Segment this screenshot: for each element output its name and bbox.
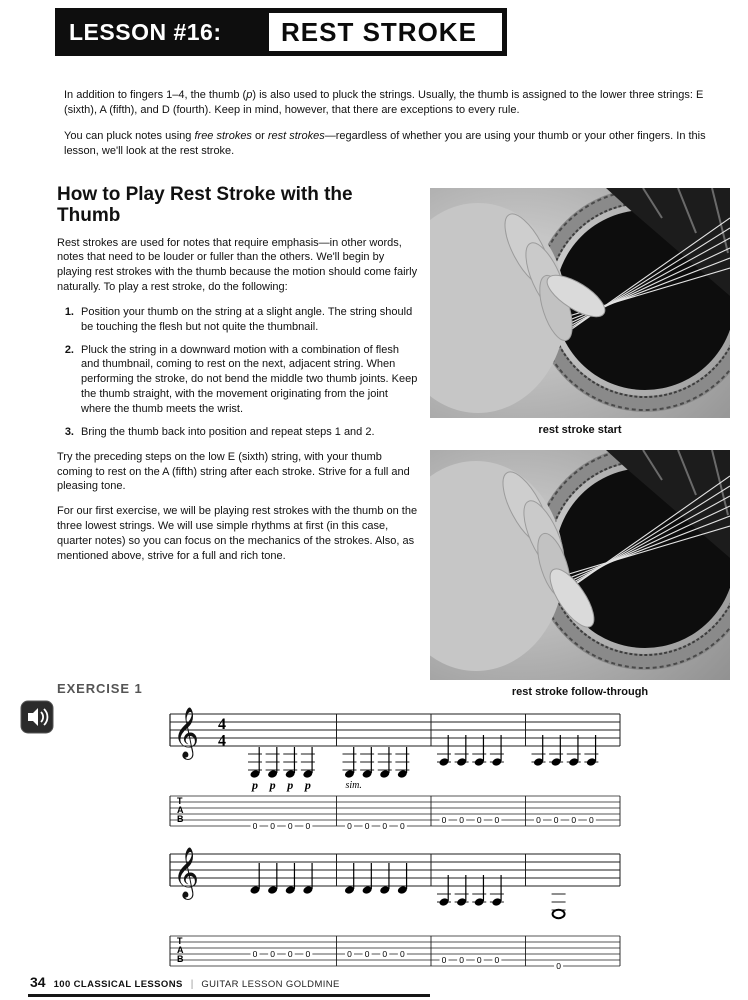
intro-paragraph-1 [64,88,730,118]
photo-figure-start [430,188,730,436]
lesson-title: REST STROKE [281,16,477,47]
footer-series-title: 100 CLASSICAL LESSONS [53,979,183,990]
tab-fret-number: 0 [287,949,293,959]
tab-fret-number: 0 [476,955,482,965]
tab-fret-number: 0 [347,949,352,959]
tab-fret-number: 0 [553,815,559,825]
intro-p2-text3: —regardless of whether you are using your thumb or your other fingers. In this lesson, we'll look at the rest stroke. [64,129,706,157]
tab-fret-number: 0 [270,821,275,831]
tab-fret-number: 0 [305,821,311,831]
steps-list [59,305,419,440]
treble-clef-icon: 𝄞 [173,847,200,898]
tab-fret-number: 0 [459,815,464,825]
tab-staff-label: B [177,814,184,824]
tab-staff-label: B [177,954,184,964]
tab-fret-number: 0 [287,821,293,831]
footer-divider: | [190,979,194,990]
tab-fret-number: 0 [494,955,500,965]
sim-marking: sim. [345,780,362,791]
time-signature-bottom: 4 [218,732,226,750]
intro-paragraph-2 [64,129,730,159]
intro-p1-text2: ) is also used to pluck the strings. Usually, the thumb is assigned to the lower three strings: E (sixth), A (fifth), and D (fourth). Keep in mind, however, that there are exceptions to every rule. [64,89,704,116]
intro-p1-italic: p [246,89,253,101]
tab-staff-label: T [177,936,183,946]
step-item-2 [59,343,419,417]
tab-fret-number: 0 [571,815,577,825]
guitar-photo-follow-through [430,450,730,680]
audio-icon[interactable] [20,700,54,734]
guitar-photo-rest-stroke-start [430,188,730,418]
step-text: Pluck the string in a downward motion with a combination of flesh and thumbnail, coming to rest on the next, adjacent string. When performing the stroke, do not bend the middle two thumb joints. Keep the thumb straight, with the movement originating from the joint where the thumb meets the wrist. [81,343,418,415]
step-text: Bring the thumb back into position and repeat steps 1 and 2. [81,425,375,438]
step-text: Position your thumb on the string at a slight angle. The string should be touching the flesh but not quite the thumbnail. [81,305,413,333]
howto-after-paragraph-1: Try the preceding steps on the low E (sixth) string, with your thumb coming to rest on the A (fifth) string after each stroke. Strive for a full and pleasing tone. [57,450,410,493]
tab-fret-number: 0 [476,815,482,825]
tab-fret-number: 0 [589,815,594,825]
intro-p1-text: In addition to fingers 1–4, the thumb ( [64,89,247,101]
lesson-title-box [269,13,502,51]
tab-fret-number: 0 [459,955,464,965]
music-system-2 [164,840,626,975]
instruction-column [57,184,419,574]
howto-after-paragraph-2: For our first exercise, we will be playing rest strokes with the thumb on the three lowest strings. We will use simple rhythms at first (in this case, quarter notes) so you can focus on the mechanics of the strokes. Also, as mentioned above, strive for a full and rich tone. [57,505,418,562]
howto-intro-paragraph: Rest strokes are used for notes that require emphasis—in other words, notes that need to be louder or fuller than the others. We'll begin by playing rest strokes with the thumb because the motion should come fairly naturally. To play a rest stroke, do the following: [57,236,418,294]
tab-fret-number: 0 [441,815,447,825]
step-item-3 [59,425,419,440]
footer-book-title: GUITAR LESSON GOLDMINE [201,979,340,990]
whole-note [553,910,565,918]
time-signature-top: 4 [218,716,226,733]
tab-fret-number: 0 [305,949,311,959]
step-number: 1. [64,305,74,318]
tab-fret-number: 0 [382,821,388,831]
tab-fret-number: 0 [252,821,258,831]
tab-staff-label: A [177,945,184,955]
tab-fret-number: 0 [382,949,388,959]
tab-staff-label: A [177,805,184,815]
intro-p2-text2: or [251,129,268,142]
tab-staff-label: T [177,796,183,806]
tab-fret-number: 0 [364,949,370,959]
photo-figure-follow-through [430,450,730,698]
treble-clef-icon: 𝄞 [173,707,200,758]
photo-column [430,188,730,712]
intro-section [64,88,730,169]
photo-caption-follow-through: rest stroke follow-through [511,686,649,698]
tab-fret-number: 0 [270,949,275,959]
tab-fret-number: 0 [364,821,370,831]
tab-fret-number: 0 [494,815,500,825]
step-item-1 [59,305,419,335]
lesson-number-text: LESSON #16: [69,18,222,45]
dynamic-p-marking: p [287,778,294,792]
lesson-banner [55,8,507,56]
tab-fret-number: 0 [347,821,352,831]
music-system-1 [164,700,626,835]
tab-fret-number: 0 [252,949,258,959]
step-number: 3. [64,425,74,438]
exercise-label: EXERCISE 1 [57,681,143,696]
dynamic-p-marking: p [252,778,258,792]
tab-fret-number: 0 [400,821,405,831]
intro-p2-text: You can pluck notes using [64,129,195,142]
dynamic-p-marking: p [304,778,311,792]
tab-fret-number: 0 [441,955,447,965]
section-heading: How to Play Rest Stroke with the Thumb [57,184,353,227]
dynamic-p-marking: p [269,778,276,792]
intro-p2-italic-1: free strokes [194,129,252,142]
page-bottom-edge [28,994,430,997]
tab-fret-number: 0 [536,815,541,825]
page-number: 34 [30,974,46,990]
step-number: 2. [64,343,74,356]
tab-fret-number: 0 [400,949,405,959]
lesson-number-label [69,8,222,56]
page-footer [30,974,340,990]
intro-p2-italic-2: rest strokes [267,129,325,142]
photo-caption-start: rest stroke start [538,424,622,436]
tab-fret-number: 0 [556,961,561,971]
